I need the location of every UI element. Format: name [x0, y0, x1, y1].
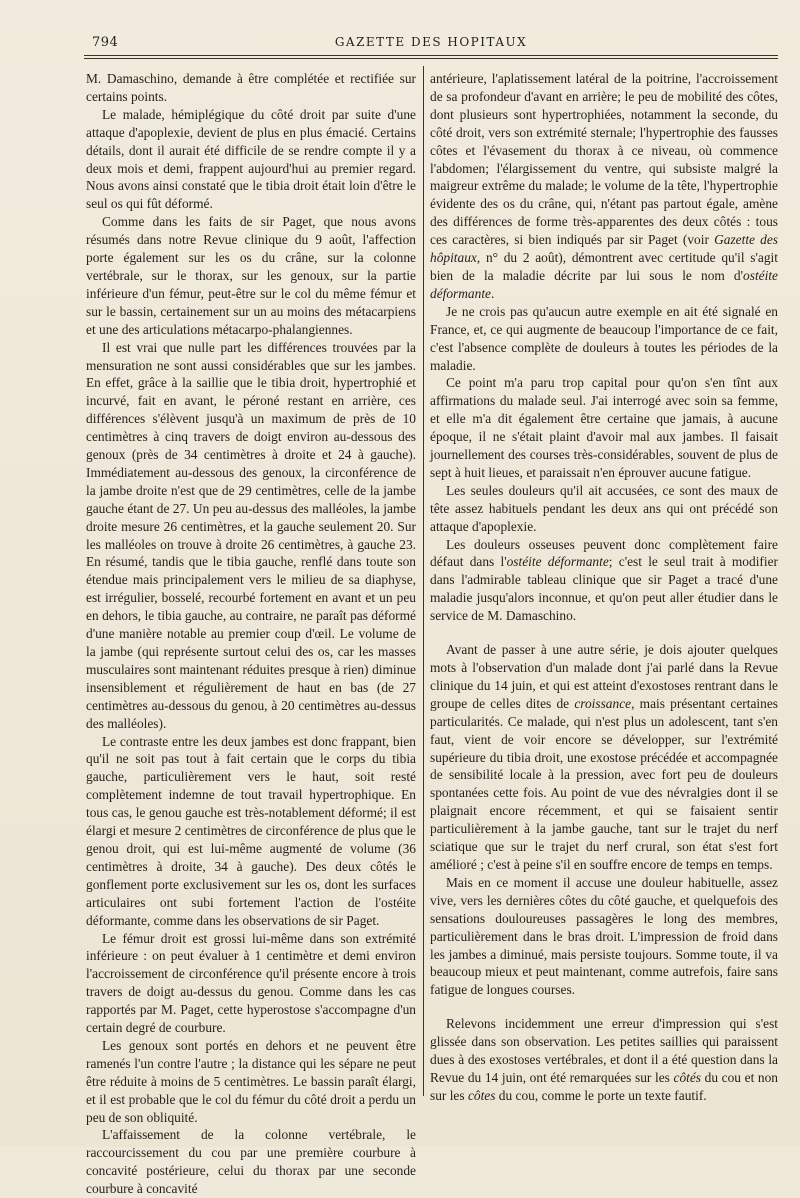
text-run: Relevons incidemment une erreur d'impression qui s'est glissée dans son observation. Les petites saillies qui paraissent dues à des exostoses vertébrales, et dont il a été question dans la Revue du 14 juin, ont été remarquées sur les — [430, 1016, 778, 1085]
page-header — [84, 35, 778, 57]
paragraph — [430, 70, 778, 303]
paragraph: Les seules douleurs qu'il ait accusées, ce sont des maux de tête assez habituels pendant les deux ans qui ont précédé son attaque d'apoplexie. — [430, 482, 778, 534]
paragraph: Il est vrai que nulle part les différences trouvées par la mensuration ne sont aussi considérables que sur les jambes. En effet, grâce à la saillie que le tibia droit, hypertrophié et incurvé, fait en avant, le péroné restant en arrière, ces différences s'élèvent jusqu'à un maximum de près de 10 centimètres à cinq travers de doigt environ au-dessous des genoux (près de 34 centimètres à droite et 24 à gauche). Immédiatement au-dessous des genoux, la circonférence de la jambe droite n'est que de 29 centimètres, celle de la jambe gauche étant de 27. Un peu au-dessus des malléoles, la jambe droite mesure 26 centimètres, et la gauche seulement 20. Sur les malléoles on trouve à droite 26 centimètres, à gauche 23. En résumé, tandis que le tibia gauche, renflé dans toute son étendue mais principalement vers le milieu de sa diaphyse, est irrégulier, bosselé, recourbé fortement en avant et un peu en dehors, le tibia gauche, au contraire, ne paraît pas déformé d'une manière notable au premier coup d'œil. Le volume de la jambe (qui représente surtout celui des os, car les masses musculaires sont maintenant réduites presque à rien) diminue insensiblement et régulièrement de haut en bas (de 27 centimètres au-dessous du genou, à 20 centimètres au-dessus des malléoles). — [86, 339, 416, 731]
text-run: du cou et non sur les — [430, 1069, 779, 1103]
paragraph: Les genoux sont portés en dehors et ne peuvent être ramenés l'un contre l'autre ; la distance qui les sépare ne peut être réduite à moins de 5 centimètres. Le bassin paraît élargi, et il est probable que le col du fémur du côté droit a perdu un peu de son obliquité. — [86, 1037, 416, 1125]
italic-run: côtés — [673, 1069, 702, 1085]
column-divider — [423, 66, 424, 1096]
paragraph: Mais en ce moment il accuse une douleur habituelle, assez vive, vers les dernières côtes du côté gauche, et quelquefois des sensations douloureuses passagères le long des membres, particulièrement dans le bras droit. L'impression de froid dans les jambes a diminué, mais persiste toujours. Somme toute, il va beaucoup mieux et peut maintenant, comme autrefois, faire sans fatigue de longues courses. — [430, 874, 778, 998]
text-run: , mais présentant certaines particularités. Ce malade, qui n'est plus un adolescent, tant s'en faut, vient de voir encore se développer, sur l'extrémité supérieure du tibia droit, une exostose précédée et accompagnée de sensibilité locale à la pression, avec fort peu de douleurs spontanées cette fois. Au point de vue des névralgies dont il se plaignait encore récemment, et qui se faisaient sentir particulièrement à la jambe gauche, tant sur le trajet du nerf sciatique que sur le trajet du nerf crural, son état s'est fort amélioré ; c'est à peine s'il en souffre encore de temps en temps. — [430, 695, 778, 872]
page-number: 794 — [92, 35, 119, 50]
paragraph: Comme dans les faits de sir Paget, que nous avons résumés dans notre Revue clinique du 9 août, l'affection porte également sur les os du crâne, sur la colonne vertébrale, sur le thorax, sur les genoux, sur la partie inférieure d'un fémur, peut-être sur le col du même fémur et sur le bassin, certainement sur un au moins des métacarpiens et une des articulations métacarpo-phalangiennes. — [86, 214, 416, 337]
paragraph: Le fémur droit est grossi lui-même dans son extrémité inférieure : on peut évaluer à 1 centimètre et demi environ l'accroissement de circonférence qu'il présente encore à trois travers de doigt au-dessus du genou. Comme dans les cas rapportés par M. Paget, cette hyperostose s'accompagne d'un certain degré de courbure. — [86, 930, 416, 1036]
italic-run: ostéite déformante — [430, 267, 778, 301]
text-run: ; c'est le seul trait à modifier dans l'admirable tableau clinique que sir Paget a tracé d'une maladie jusqu'alors inconnue, et qu'on peut aller étudier dans le service de M. Damaschino. — [430, 554, 778, 624]
text-run: Avant de passer à une autre série, je dois ajouter quelques mots à l'observation d'un malade dont j'ai parlé dans la Revue clinique du 14 juin, et qui est atteint d'exostoses rentrant dans le groupe de celles dites de — [430, 642, 778, 711]
text-run: du cou, comme le porte un texte fautif. — [495, 1087, 707, 1103]
paragraph — [430, 536, 778, 626]
paragraph: Je ne crois pas qu'aucun autre exemple en ait été signalé en France, et, ce qui augmente de beaucoup l'importance de ce fait, c'est l'absence complète de douleurs à toutes les périodes de la maladie. — [430, 303, 778, 373]
text-run: Les douleurs osseuses peuvent donc complètement faire défaut dans l' — [430, 536, 778, 570]
text-run: . — [491, 285, 495, 301]
paragraph: M. Damaschino, demande à être complétée et rectifiée sur certains points. — [86, 71, 416, 104]
paragraph — [430, 641, 778, 874]
text-run: , n° du 2 août), démontrent avec certitude qu'il s'agit bien de la maladie décrite par lui sous le nom d' — [430, 250, 778, 283]
paragraph: Ce point m'a paru trop capital pour qu'on s'en tînt aux affirmations du malade seul. J'ai interrogé avec soin sa femme, et elle m'a dit également être certaine que jamais, à aucune époque, il ne s'était plaint d'avoir mal aux jambes. Il faisait journellement des courses très-considérables, souvent de plus de sept à huit lieues, et paraissait n'en éprouver aucune fatigue. — [430, 375, 778, 480]
header-rule-bottom — [84, 58, 778, 59]
paragraph: L'affaissement de la colonne vertébrale, le raccourcissement du cou par une première courbure à concavité postérieure, celui du thorax par une seconde courbure à concavité — [86, 1127, 416, 1197]
left-column — [86, 70, 416, 1198]
paragraph: Le malade, hémiplégique du côté droit par suite d'une attaque d'apoplexie, devient de plus en plus émacié. Certains détails, dont il aurait été difficile de se rendre compte il y a deux mois et demi, frappent aujourd'hui au premier regard. Nous avons ainsi constaté que le tibia droit était loin d'être le seul os qui fût déformé. — [86, 106, 416, 212]
paragraph: Le contraste entre les deux jambes est donc frappant, bien qu'il ne soit pas tout à fait certain que le corps du tibia gauche, particulièrement vers le haut, soit resté complètement indemne de tout travail hypertrophique. En tous cas, le genou gauche est très-notablement déformé; il est élargi et mesure 2 centimètres de circonférence de plus que le genou droit, qui est lui-même augmenté de volume (36 centimètres à droite, 34 à gauche). Des deux côtés le gonflement porte exclusivement sur les os, dont les surfaces articulaires ont subi fortement l'action de l'ostéite déformante, comme dans les observations de sir Paget. — [86, 733, 416, 928]
italic-run: Gazette des hôpitaux — [430, 232, 778, 266]
header-rule-top — [84, 55, 778, 56]
text-run: antérieure, l'aplatissement latéral de la poitrine, l'accroissement de sa profondeur d'avant en arrière; le peu de mobilité des côtes, dont plusieurs sont hypertrophiées, notamment la seconde, du côté droit, vers son extrémité sternale; l'hypertrophie des fausses côtes et l'évasement du thorax à ce niveau, où commence l'abdomen; l'élargissement du ventre, qui subsiste malgré la maigreur extrême du malade; le volume de la tête, l'hypertrophie évidente des os du crâne, qui, n'étant pas partout égale, amène des différences de forme très-apparentes des deux côtés : tous ces caractères, si bien indiqués par sir Paget (voir — [430, 71, 778, 248]
paragraph — [430, 1015, 778, 1105]
italic-run: côtes — [467, 1087, 496, 1103]
journal-title: GAZETTE DES HOPITAUX — [334, 35, 528, 49]
right-column — [430, 70, 778, 1105]
italic-run: croissance — [574, 695, 632, 711]
italic-run: ostéite déformante — [506, 554, 609, 570]
